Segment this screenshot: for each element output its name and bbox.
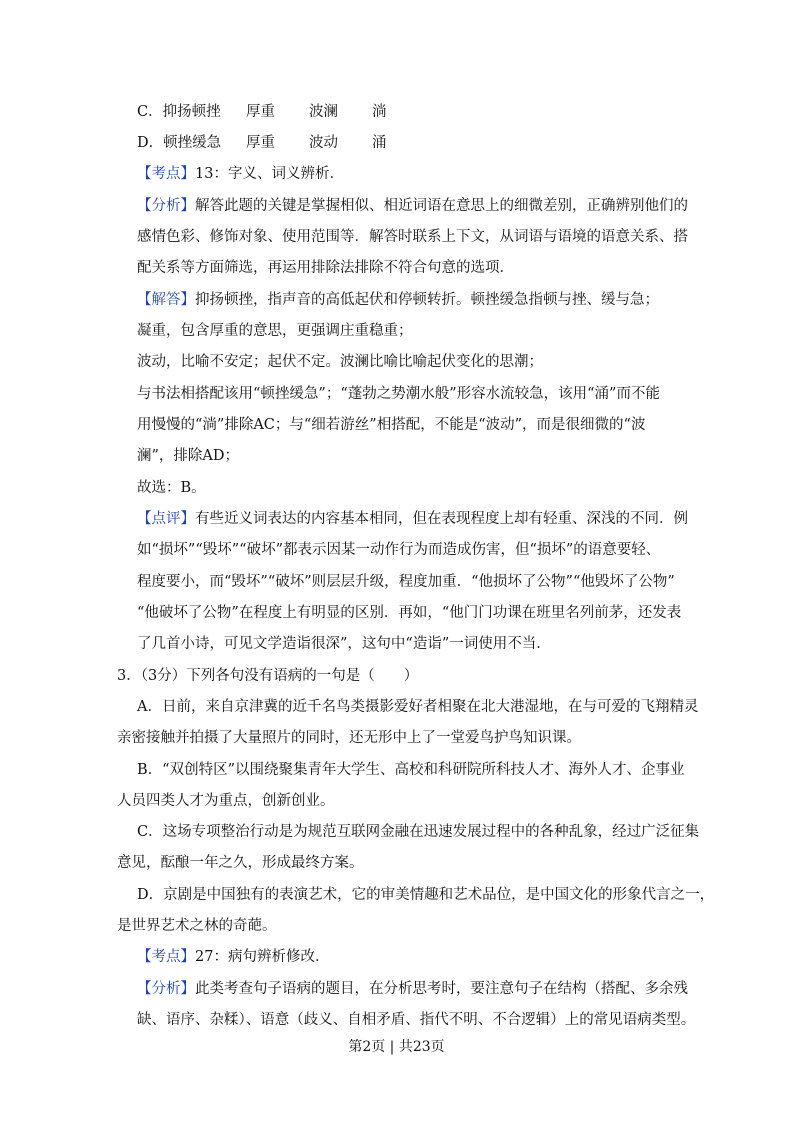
jieda-tag: 【解答】 bbox=[137, 292, 195, 308]
q2-jieda-line-3: 波动，比喻不安定；起伏不定。波澜比喻比喻起伏变化的思潮； bbox=[137, 354, 543, 370]
q2-jieda-line-2: 凝重，包含厚重的意思，更强调庄重稳重； bbox=[137, 323, 413, 339]
q2-dianping-line-1 bbox=[137, 509, 688, 529]
q3-stem: 3．（3分）下列各句没有语病的一句是（ ） bbox=[117, 668, 419, 684]
q2-fenxi-line-3: 配关系等方面筛选，再运用排除法排除不符合句意的选项． bbox=[137, 260, 514, 276]
q3-option-d-line-1: D．京剧是中国独有的表演艺术，它的审美情趣和艺术品位，是中国文化的形象代言之一， bbox=[137, 887, 715, 903]
q3-option-a-line-1: A．日前，来自京津冀的近千名鸟类摄影爱好者相聚在北大港湿地，在与可爱的飞翔精灵 bbox=[137, 699, 699, 715]
q3-option-b-line-2: 人员四类人才为重点，创新创业。 bbox=[117, 793, 335, 809]
fenxi-text: 解答此题的关键是掌握相似、相近词语在意思上的细微差别，正确辨别他们的 bbox=[195, 198, 688, 214]
q2-jieda-line-4: 与书法相搭配该用“顿挫缓急”；“蓬勃之势潮水般”形容水流较急，该用“涌”而不能 bbox=[137, 386, 660, 402]
option-c-word2: 厚重 bbox=[246, 104, 275, 120]
q2-kaodian bbox=[137, 164, 344, 184]
q3-option-c-line-2: 意见，酝酿一年之久，形成最终方案。 bbox=[117, 855, 364, 871]
option-d-label: D．顿挫缓急 bbox=[137, 135, 222, 151]
q2-dianping-line-5: 了几首小诗，可见文学造诣很深”，这句中“造诣”一词使用不当． bbox=[137, 636, 551, 652]
kaodian-tag: 【考点】 bbox=[137, 949, 195, 965]
option-c-word4: 淌 bbox=[372, 104, 387, 120]
q3-option-c-line-1: C．这场专项整治行动是为规范互联网金融在迅速发展过程中的各种乱象，经过广泛征集 bbox=[137, 824, 700, 840]
q2-jieda-line-7: 故选：B。 bbox=[137, 480, 206, 496]
fenxi-tag: 【分析】 bbox=[137, 981, 195, 997]
q2-jieda-line-5: 用慢慢的“淌”排除AC；与“细若游丝”相搭配，不能是“波动”，而是很细微的“波 bbox=[137, 417, 646, 433]
q2-jieda-line-6: 澜”，排除AD； bbox=[137, 448, 240, 464]
dianping-tag: 【点评】 bbox=[137, 511, 195, 527]
kaodian-tag: 【考点】 bbox=[137, 166, 195, 182]
q3-option-d-line-2: 是世界艺术之林的奇葩。 bbox=[117, 918, 277, 934]
q3-fenxi-line-1 bbox=[137, 979, 688, 999]
dianping-text: 有些近义词表达的内容基本相同，但在表现程度上却有轻重、深浅的不同．例 bbox=[195, 511, 688, 527]
q2-fenxi-line-1 bbox=[137, 196, 688, 216]
q3-kaodian bbox=[137, 947, 329, 967]
option-d-word2: 厚重 bbox=[246, 135, 275, 151]
option-d bbox=[137, 133, 387, 153]
option-d-word3: 波动 bbox=[309, 135, 338, 151]
page-footer: 第2页 | 共23页 bbox=[348, 1039, 445, 1055]
jieda-text: 抑扬顿挫，指声音的高低起伏和停顿转折。顿挫缓急指顿与挫、缓与急； bbox=[195, 292, 659, 308]
option-d-word4: 涌 bbox=[372, 135, 387, 151]
option-c bbox=[137, 102, 387, 122]
q2-dianping-line-3: 程度要小，而“毁坏”“破坏”则层层升级，程度加重．“他损坏了公物”“他毁坏了公物” bbox=[137, 574, 675, 590]
fenxi-tag: 【分析】 bbox=[137, 198, 195, 214]
q2-dianping-line-2: 如“损坏”“毁坏”“破坏”都表示因某一动作行为而造成伤害，但“损坏”的语意要轻、 bbox=[137, 542, 661, 558]
q2-fenxi-line-2: 感情色彩、修饰对象、使用范围等．解答时联系上下文，从词语与语境的语意关系、搭 bbox=[137, 229, 688, 245]
option-c-label: C．抑扬顿挫 bbox=[137, 104, 221, 120]
kaodian-text: 27：病句辨析修改． bbox=[195, 949, 330, 965]
q3-option-b-line-1: B．“双创特区”以围绕聚集青年大学生、高校和科研院所科技人才、海外人才、企事业 bbox=[137, 762, 685, 778]
q3-option-a-line-2: 亲密接触并拍摄了大量照片的同时，还无形中上了一堂爱鸟护鸟知识课。 bbox=[117, 730, 581, 746]
q2-jieda-line-1 bbox=[137, 290, 659, 310]
kaodian-text: 13：字义、词义辨析． bbox=[195, 166, 344, 182]
fenxi-text: 此类考查句子语病的题目，在分析思考时，要注意句子在结构（搭配、多余残 bbox=[195, 981, 688, 997]
q2-dianping-line-4: “他破坏了公物”在程度上有明显的区别．再如，“他门门功课在班里名列前茅，还发表 bbox=[137, 605, 682, 621]
option-c-word3: 波澜 bbox=[309, 104, 338, 120]
q3-fenxi-line-2: 缺、语序、杂糅）、语意（歧义、自相矛盾、指代不明、不合逻辑）上的常见语病类型。 bbox=[137, 1012, 696, 1028]
